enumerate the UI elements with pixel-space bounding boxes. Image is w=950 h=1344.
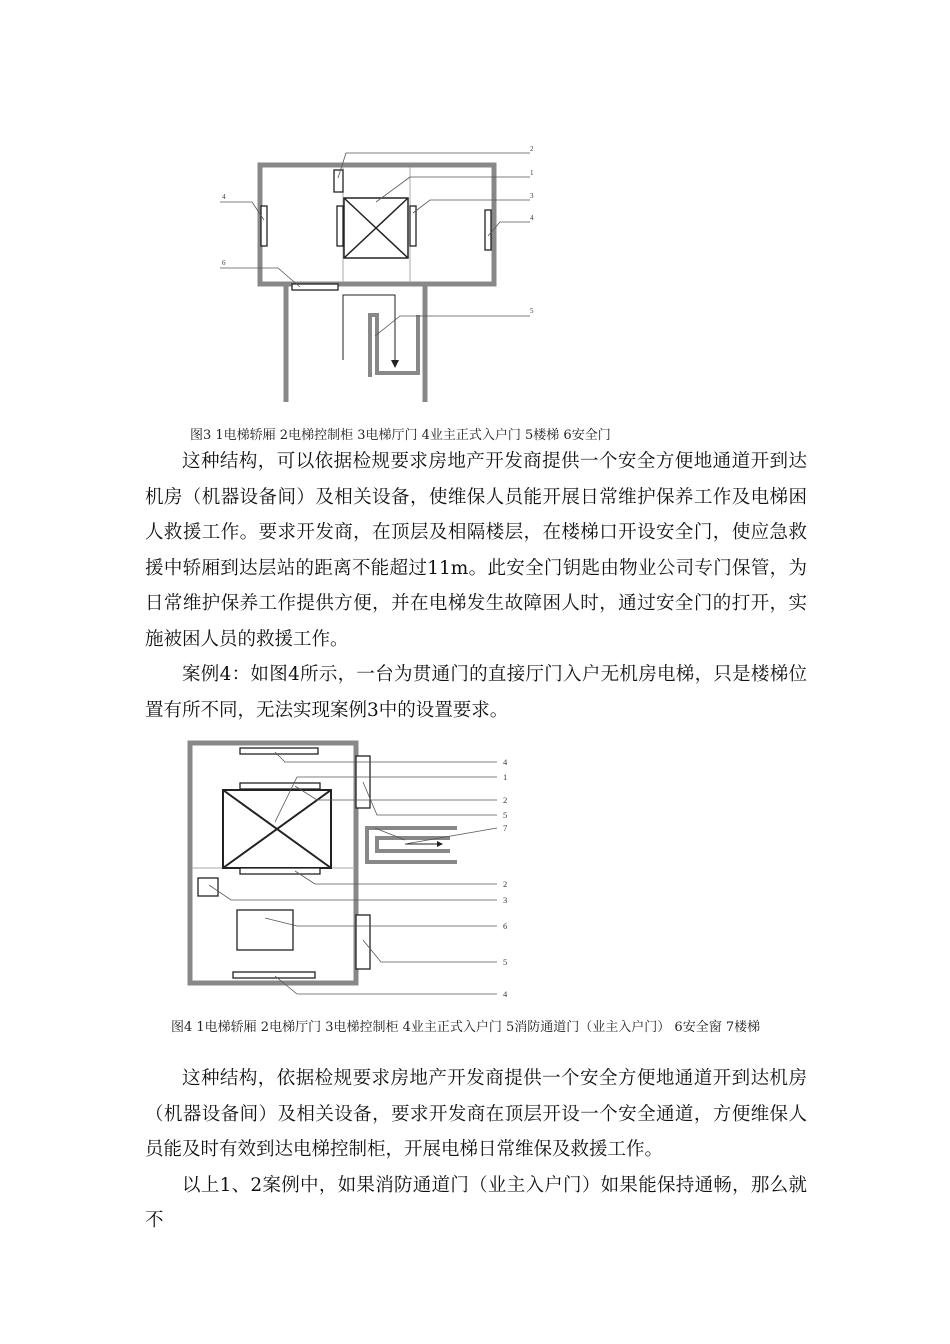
fig4-label-2: 2 — [503, 795, 508, 805]
fig3-elevator-car — [344, 198, 408, 258]
fig3-label-4-left: 4 — [222, 193, 226, 201]
fig3-landing-door — [410, 206, 416, 246]
fig3-room-outline — [260, 165, 494, 284]
fig3-owner-door-right — [485, 210, 491, 250]
fig4-label-3: 3 — [503, 895, 508, 905]
fig4-elevator-car — [223, 790, 331, 868]
paragraph: 以上1、2案例中，如果消防通道门（业主入户门）如果能保持通畅，那么就不 — [145, 1174, 807, 1231]
body-text-1 — [145, 444, 807, 728]
fig4-stairs — [367, 828, 457, 862]
figure-4-diagram — [185, 740, 525, 1010]
fig4-label-5: 5 — [503, 957, 508, 967]
fig4-owner-door-bottom — [233, 972, 315, 978]
fig4-label-6: 6 — [503, 921, 508, 931]
fig3-label-1: 1 — [530, 169, 534, 177]
fig4-safety-window — [237, 910, 293, 950]
fig3-label-6: 6 — [222, 259, 226, 267]
body-text-2 — [145, 1061, 807, 1239]
fig4-owner-door-top — [240, 748, 318, 754]
fig3-label-5: 5 — [530, 307, 534, 315]
fig4-landing-door-top — [240, 783, 320, 789]
figure-3-caption: 图3 1电梯轿厢 2电梯控制柜 3电梯厅门 4业主正式入户门 5楼梯 6安全门 — [190, 428, 611, 443]
fig3-safety-door — [292, 284, 338, 290]
fig3-control-cabinet — [334, 170, 343, 192]
fig4-label-5: 5 — [503, 810, 508, 820]
fig4-label-7: 7 — [503, 823, 508, 833]
fig3-label-4-right: 4 — [530, 214, 534, 222]
fig4-label-2: 2 — [503, 879, 508, 889]
paragraph: 案例4：如图4所示，一台为贯通门的直接厅门入户无机房电梯，只是楼梯位置有所不同，无法实现案例3中的设置要求。 — [145, 664, 807, 721]
paragraph: 这种结构，依据检规要求房地产开发商提供一个安全方便地通道开到达机房（机器设备间）及相关设备，要求开发商在顶层开设一个安全通道，方便维保人员能及时有效到达电梯控制柜，开展电梯日常维保及救援工作。 — [145, 1068, 807, 1160]
fig4-label-4: 4 — [503, 989, 508, 999]
fig3-landing-door — [337, 206, 343, 246]
paragraph: 这种结构，可以依据检规要求房地产开发商提供一个安全方便地通道开到达机房（机器设备间）及相关设备，使维保人员能开展日常维护保养工作及电梯困人救援工作。要求开发商，在顶层及相隔楼层，在楼梯口开设安全门，使应急救援中轿厢到达层站的距离不能超过11m。此安全门钥匙由物业公司专门保管，为日常维护保养工作提供方便，并在电梯发生故障困人时，通过安全门的打开，实施被困人员的救援工作。 — [145, 451, 807, 650]
fig4-label-1: 1 — [503, 772, 508, 782]
fig4-control-cabinet — [198, 878, 218, 896]
fig4-label-4: 4 — [503, 757, 508, 767]
fig3-label-2: 2 — [530, 145, 534, 153]
figure-4-caption: 图4 1电梯轿厢 2电梯厅门 3电梯控制柜 4业主正式入户门 5消防通道门（业主入户门） 6安全窗 7楼梯 — [171, 1020, 761, 1035]
fig3-stairs — [343, 295, 418, 377]
fig3-owner-door-left — [261, 206, 267, 246]
fig4-landing-door-bottom — [240, 868, 320, 874]
fig3-label-3: 3 — [530, 192, 534, 200]
figure-3-diagram — [200, 140, 560, 410]
fig4-fire-door-bottom — [356, 915, 370, 969]
